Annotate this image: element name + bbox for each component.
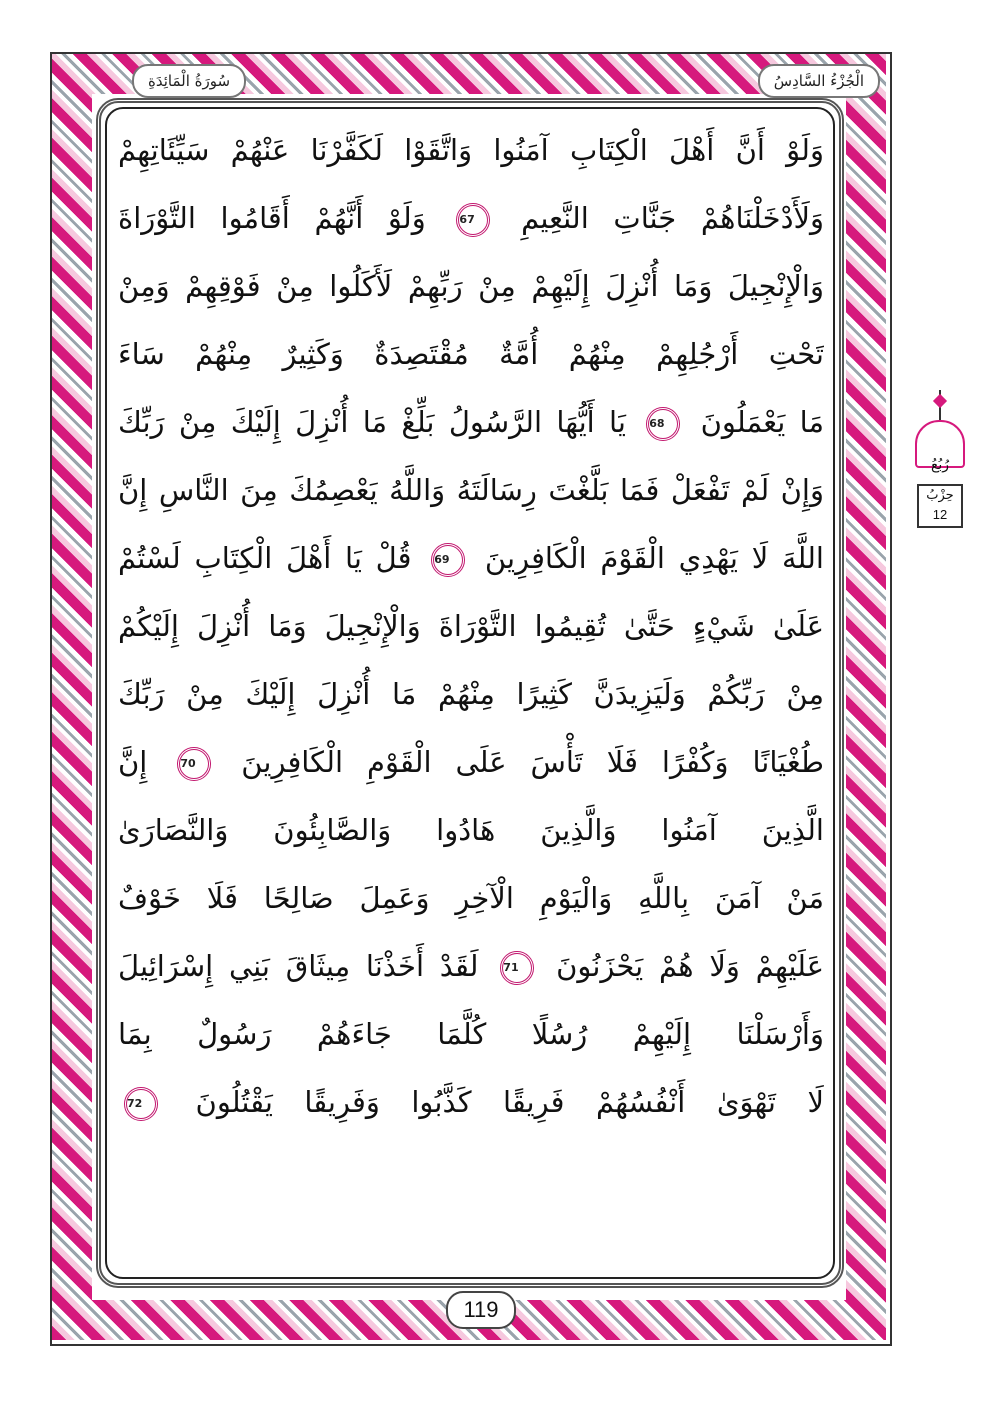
text-line (118, 1000, 824, 1068)
hizb-marker (915, 390, 965, 530)
line-text: وَلَوْ أَنَّ أَهْلَ الْكِتَابِ آمَنُوا وَاتَّقَوْا لَكَفَّرْنَا عَنْهُمْ سَيِّئَاتِهِمْ (118, 133, 824, 167)
line-text: لَقَدْ أَخَذْنَا مِيثَاقَ بَنِي إِسْرَائِيلَ (118, 949, 479, 983)
line-text: وَلَأَدْخَلْنَاهُمْ جَنَّاتِ النَّعِيمِ (521, 201, 824, 235)
text-line (118, 728, 824, 796)
rub-label: رُبُعُ (930, 457, 950, 473)
text-line (118, 524, 824, 592)
text-line (118, 388, 824, 456)
text-line (118, 660, 824, 728)
juz-label: الْجُزْءُ السَّادِسُ (758, 64, 880, 98)
quran-text (118, 116, 824, 1136)
ayah-number-marker: 71 (500, 951, 534, 985)
hizb-box (917, 484, 963, 528)
text-line (118, 864, 824, 932)
text-line (118, 116, 824, 184)
text-line (118, 592, 824, 660)
ayah-number-marker: 67 (456, 203, 490, 237)
ayah-number-marker: 69 (431, 543, 465, 577)
line-text: طُغْيَانًا وَكُفْرًا فَلَا تَأْسَ عَلَى الْقَوْمِ الْكَافِرِينَ (241, 745, 824, 779)
line-text: مِنْ رَبِّكُمْ وَلَيَزِيدَنَّ كَثِيرًا مِنْهُمْ مَا أُنْزِلَ إِلَيْكَ مِنْ رَبِّكَ (118, 677, 824, 711)
text-line (118, 320, 824, 388)
ayah-number-marker: 70 (177, 747, 211, 781)
line-text: اللَّهَ لَا يَهْدِي الْقَوْمَ الْكَافِرِينَ (484, 541, 824, 575)
line-text: وَإِنْ لَمْ تَفْعَلْ فَمَا بَلَّغْتَ رِسَالَتَهُ وَاللَّهُ يَعْصِمُكَ مِنَ النَّاسِ إِنَّ (118, 473, 824, 507)
hizb-label: حِزْبُ (926, 488, 954, 503)
hizb-number: 12 (932, 507, 948, 522)
page-number: 119 (446, 1291, 516, 1329)
text-line (118, 456, 824, 524)
text-line (118, 932, 824, 1000)
line-text: وَأَرْسَلْنَا إِلَيْهِمْ رُسُلًا كُلَّمَا جَاءَهُمْ رَسُولٌ بِمَا (118, 1017, 824, 1051)
line-text: قُلْ يَا أَهْلَ الْكِتَابِ لَسْتُمْ (118, 541, 412, 575)
line-text: عَلَىٰ شَيْءٍ حَتَّىٰ تُقِيمُوا التَّوْرَاةَ وَالْإِنْجِيلَ وَمَا أُنْزِلَ إِلَيْكُمْ (118, 609, 824, 643)
surah-label: سُورَةُ الْمَائِدَةِ (132, 64, 246, 98)
text-line (118, 184, 824, 252)
line-text: عَلَيْهِمْ وَلَا هُمْ يَحْزَنُونَ (556, 949, 824, 983)
line-text: وَالْإِنْجِيلَ وَمَا أُنْزِلَ إِلَيْهِمْ مِنْ رَبِّهِمْ لَأَكَلُوا مِنْ فَوْقِهِمْ وَمِنْ (118, 269, 824, 303)
text-line (118, 796, 824, 864)
line-text: مَنْ آمَنَ بِاللَّهِ وَالْيَوْمِ الْآخِرِ وَعَمِلَ صَالِحًا فَلَا خَوْفٌ (118, 881, 824, 915)
line-text: وَلَوْ أَنَّهُمْ أَقَامُوا التَّوْرَاةَ (118, 201, 426, 235)
ayah-number-marker: 72 (124, 1087, 158, 1121)
line-text: إِنَّ (118, 745, 148, 779)
line-text: لَا تَهْوَىٰ أَنْفُسُهُمْ فَرِيقًا كَذَّبُوا وَفَرِيقًا يَقْتُلُونَ (195, 1085, 824, 1119)
line-text: الَّذِينَ آمَنُوا وَالَّذِينَ هَادُوا وَالصَّابِئُونَ وَالنَّصَارَىٰ (118, 813, 824, 847)
line-text: تَحْتِ أَرْجُلِهِمْ مِنْهُمْ أُمَّةٌ مُقْتَصِدَةٌ وَكَثِيرٌ مِنْهُمْ سَاءَ (118, 337, 824, 371)
finial-icon (935, 390, 945, 420)
text-line (118, 1068, 824, 1136)
ayah-number-marker: 68 (646, 407, 680, 441)
line-text: يَا أَيُّهَا الرَّسُولُ بَلِّغْ مَا أُنْزِلَ إِلَيْكَ مِنْ رَبِّكَ (118, 405, 626, 439)
text-line (118, 252, 824, 320)
line-text: مَا يَعْمَلُونَ (700, 405, 824, 439)
